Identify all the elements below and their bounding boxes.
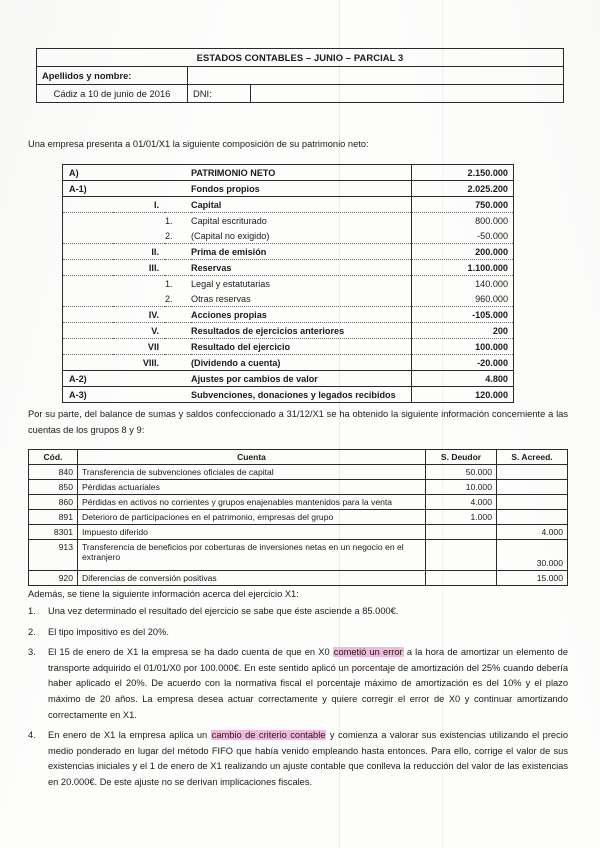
equity-cell-level xyxy=(63,291,114,307)
equity-cell-value: 120.000 xyxy=(412,387,514,403)
header-date-row xyxy=(37,85,564,103)
intro-paragraph-2: Por su parte, del balance de sumas y saldos confeccionado a 31/12/X1 se ha obtenido la siguiente información concerniente a las cuentas de los grupos 8 y 9: xyxy=(28,409,568,435)
accounts-table xyxy=(28,449,568,586)
note-text-run: Una vez determinado el resultado del ejercicio se sabe que éste asciende a 85.000€. xyxy=(48,606,399,616)
accounts-cell-acreedor xyxy=(497,510,568,525)
accounts-cell-acreedor xyxy=(497,495,568,510)
exam-header-table xyxy=(36,48,564,103)
equity-cell-roman xyxy=(113,181,165,197)
equity-cell-value: 200 xyxy=(412,323,514,339)
page-title: ESTADOS CONTABLES – JUNIO – PARCIAL 3 xyxy=(37,49,564,67)
equity-cell-value: 200.000 xyxy=(412,244,514,260)
note-text xyxy=(48,645,568,723)
equity-cell-num xyxy=(165,260,191,276)
equity-cell-name: Prima de emisión xyxy=(191,246,267,257)
accounts-row xyxy=(29,540,568,571)
accounts-cell-cod: 850 xyxy=(29,480,78,495)
equity-cell-num xyxy=(165,307,191,323)
equity-cell-name: Resultados de ejercicios anteriores xyxy=(191,325,345,336)
equity-cell-level xyxy=(63,197,114,213)
equity-cell-roman xyxy=(113,228,165,244)
accounts-table-head xyxy=(29,450,568,465)
equity-cell-num xyxy=(165,371,191,387)
equity-cell-value: 2.025.200 xyxy=(412,181,514,197)
equity-cell-name: Capital escriturado xyxy=(191,215,267,226)
accounts-cell-cuenta: Pérdidas actuariales xyxy=(78,480,426,495)
note-item xyxy=(28,625,568,641)
header-name-row xyxy=(37,67,564,85)
accounts-cell-cuenta: Pérdidas en activos no corrientes y grupos enajenables mantenidos para la venta xyxy=(78,495,426,510)
equity-cell-roman xyxy=(113,165,165,181)
equity-cell-num: 2. xyxy=(165,230,173,241)
equity-cell-level: A-3) xyxy=(69,389,87,400)
equity-cell-num xyxy=(165,244,191,260)
accounts-cell-cod: 840 xyxy=(29,465,78,480)
accounts-cell-deudor xyxy=(426,571,497,586)
equity-cell-roman: III. xyxy=(148,262,159,273)
note-text-run: En enero de X1 la empresa aplica un xyxy=(48,730,211,741)
note-item xyxy=(28,604,568,620)
accounts-row xyxy=(29,571,568,586)
equity-cell-roman xyxy=(113,387,165,403)
equity-cell-num xyxy=(165,181,191,197)
equity-cell-name: Resultado del ejercicio xyxy=(191,341,291,352)
note-highlight: cometió un error xyxy=(333,647,403,658)
accounts-cell-cuenta: Deterioro de participaciones en el patrimonio, empresas del grupo xyxy=(78,510,426,525)
accounts-cell-cod: 920 xyxy=(29,571,78,586)
equity-row xyxy=(63,307,514,323)
equity-cell-value: 1.100.000 xyxy=(412,260,514,276)
accounts-table-body xyxy=(29,465,568,586)
equity-cell-roman: V. xyxy=(151,325,159,336)
equity-cell-name: Acciones propias xyxy=(191,309,267,320)
accounts-cell-acreedor xyxy=(497,465,568,480)
equity-cell-name: Fondos propios xyxy=(191,183,260,194)
note-text-run: El 15 de enero de X1 la empresa se ha dado cuenta de que en X0 xyxy=(48,647,333,658)
accounts-cell-deudor: 10.000 xyxy=(426,480,497,495)
note-item xyxy=(28,728,568,790)
dni-label: DNI: xyxy=(188,85,251,103)
accounts-cell-acreedor: 4.000 xyxy=(497,525,568,540)
equity-cell-value: -105.000 xyxy=(412,307,514,323)
intro-paragraph-1: Una empresa presenta a 01/01/X1 la siguiente composición de su patrimonio neto: xyxy=(28,139,369,149)
equity-cell-name: (Dividendo a cuenta) xyxy=(191,357,281,368)
equity-cell-name: Subvenciones, donaciones y legados recibidos xyxy=(191,389,396,400)
equity-row xyxy=(63,228,514,244)
accounts-cell-acreedor xyxy=(497,480,568,495)
note-number: 1. xyxy=(28,606,36,616)
equity-cell-value: 100.000 xyxy=(412,339,514,355)
equity-cell-num xyxy=(165,387,191,403)
equity-row xyxy=(63,260,514,276)
equity-cell-roman xyxy=(113,276,165,292)
equity-cell-level xyxy=(63,307,114,323)
note-item xyxy=(28,645,568,723)
equity-cell-name: Legal y estatutarias xyxy=(191,278,270,289)
equity-cell-name: (Capital no exigido) xyxy=(191,230,270,241)
equity-row xyxy=(63,213,514,229)
equity-cell-level xyxy=(63,228,114,244)
equity-cell-roman: I. xyxy=(153,199,159,210)
equity-cell-value: 750.000 xyxy=(412,197,514,213)
note-highlight: cambio de criterio contable xyxy=(211,730,326,741)
accounts-cell-cod: 860 xyxy=(29,495,78,510)
equity-cell-num xyxy=(165,165,191,181)
equity-cell-level xyxy=(63,323,114,339)
note-text xyxy=(48,728,568,790)
equity-cell-value: -50.000 xyxy=(412,228,514,244)
accounts-cell-cuenta: Impuesto diferido xyxy=(78,525,426,540)
name-label: Apellidos y nombre: xyxy=(37,67,188,85)
equity-row xyxy=(63,323,514,339)
accounts-row xyxy=(29,525,568,540)
notes-list xyxy=(28,604,568,796)
equity-row xyxy=(63,371,514,387)
equity-cell-num xyxy=(165,355,191,371)
equity-cell-num xyxy=(165,323,191,339)
equity-cell-roman xyxy=(113,213,165,229)
equity-row xyxy=(63,355,514,371)
dni-field[interactable] xyxy=(251,85,564,103)
equity-cell-num xyxy=(165,197,191,213)
equity-cell-name: Otras reservas xyxy=(191,293,251,304)
equity-cell-name: Capital xyxy=(191,199,222,210)
equity-cell-num: 1. xyxy=(165,278,173,289)
equity-cell-level xyxy=(63,213,114,229)
equity-row xyxy=(63,291,514,307)
equity-row xyxy=(63,165,514,181)
name-field[interactable] xyxy=(188,67,564,85)
accounts-row xyxy=(29,510,568,525)
col-header-acreedor: S. Acreed. xyxy=(497,450,568,465)
place-date-text: Cádiz a 10 de junio de 2016 xyxy=(37,85,188,103)
accounts-row xyxy=(29,465,568,480)
col-header-cuenta: Cuenta xyxy=(78,450,426,465)
equity-row xyxy=(63,197,514,213)
equity-cell-name: Ajustes por cambios de valor xyxy=(191,373,318,384)
note-number: 3. xyxy=(28,647,36,658)
note-text xyxy=(48,625,568,641)
equity-cell-roman: IV. xyxy=(148,309,159,320)
accounts-cell-cod: 913 xyxy=(29,540,78,571)
equity-cell-level xyxy=(63,276,114,292)
equity-cell-name: PATRIMONIO NETO xyxy=(191,167,276,178)
equity-row xyxy=(63,339,514,355)
equity-cell-level xyxy=(63,260,114,276)
equity-cell-roman: II. xyxy=(151,246,159,257)
equity-cell-level: A-1) xyxy=(69,183,87,194)
equity-cell-value: 4.800 xyxy=(412,371,514,387)
accounts-cell-acreedor: 30.000 xyxy=(497,540,568,571)
equity-row xyxy=(63,387,514,403)
equity-cell-roman: VII xyxy=(147,341,159,352)
equity-row xyxy=(63,276,514,292)
equity-cell-value: 140.000 xyxy=(412,276,514,292)
equity-cell-level xyxy=(63,339,114,355)
equity-cell-value: 800.000 xyxy=(412,213,514,229)
accounts-row xyxy=(29,480,568,495)
intro-paragraph-3: Además, se tiene la siguiente información acerca del ejercicio X1: xyxy=(28,589,299,599)
note-text xyxy=(48,604,568,620)
equity-cell-roman xyxy=(113,371,165,387)
note-text-run: y comienza a valorar sus existencias utilizando el precio medio ponderado en lugar del método FIFO que había venido empleando hasta entonces. Para ello, corrige el valor de sus existencias iniciales y el 1 de enero de X1 realizando un ajuste contable que conlleva la reducción del valor de las existencias en 20.000€. De este ajuste no se derivan implicaciones fiscales. xyxy=(48,730,568,787)
accounts-row xyxy=(29,495,568,510)
equity-cell-value: 2.150.000 xyxy=(412,165,514,181)
note-number: 2. xyxy=(28,626,36,637)
accounts-cell-cod: 8301 xyxy=(29,525,78,540)
accounts-cell-deudor: 1.000 xyxy=(426,510,497,525)
accounts-cell-deudor: 4.000 xyxy=(426,495,497,510)
equity-cell-num: 2. xyxy=(165,293,173,304)
accounts-cell-cuenta: Transferencia de beneficios por coberturas de inversiones netas en un negocio en el extranjero xyxy=(78,540,426,571)
equity-cell-level: A) xyxy=(69,167,79,178)
col-header-cod: Cód. xyxy=(29,450,78,465)
equity-table xyxy=(62,164,514,403)
accounts-cell-cuenta: Diferencias de conversión positivas xyxy=(78,571,426,586)
equity-cell-level xyxy=(63,244,114,260)
equity-cell-level xyxy=(63,355,114,371)
header-title-row xyxy=(37,49,564,67)
note-text-run: a la hora de amortizar un elemento de transporte adquirido el 01/01/X0 por 100.000€. En este sentido aplicó un porcentaje de amortización del 25% cuando debería haber aplicado el 20%. De acuerdo con la normativa fiscal el porcentaje máximo de amortización es del 10% y el plazo máximo de 20 años. La empresa desea actuar correctamente y quiere corregir el error de X0 y continuar amortizando correctamente en X1. xyxy=(48,647,568,720)
note-number: 4. xyxy=(28,730,36,741)
equity-row xyxy=(63,181,514,197)
equity-cell-value: -20.000 xyxy=(412,355,514,371)
equity-cell-num xyxy=(165,339,191,355)
accounts-header-row xyxy=(29,450,568,465)
accounts-cell-deudor xyxy=(426,540,497,571)
equity-table-body xyxy=(63,165,514,403)
equity-cell-value: 960.000 xyxy=(412,291,514,307)
equity-cell-level: A-2) xyxy=(69,373,87,384)
accounts-cell-cod: 891 xyxy=(29,510,78,525)
equity-cell-num: 1. xyxy=(165,215,173,226)
accounts-cell-acreedor: 15.000 xyxy=(497,571,568,586)
accounts-cell-deudor: 50.000 xyxy=(426,465,497,480)
accounts-cell-cuenta: Transferencia de subvenciones oficiales de capital xyxy=(78,465,426,480)
accounts-cell-deudor xyxy=(426,525,497,540)
col-header-deudor: S. Deudor xyxy=(426,450,497,465)
equity-cell-roman: VIII. xyxy=(142,357,159,368)
note-text-run: El tipo impositivo es del 20%. xyxy=(48,626,169,637)
equity-cell-roman xyxy=(113,291,165,307)
equity-row xyxy=(63,244,514,260)
equity-cell-name: Reservas xyxy=(191,262,232,273)
